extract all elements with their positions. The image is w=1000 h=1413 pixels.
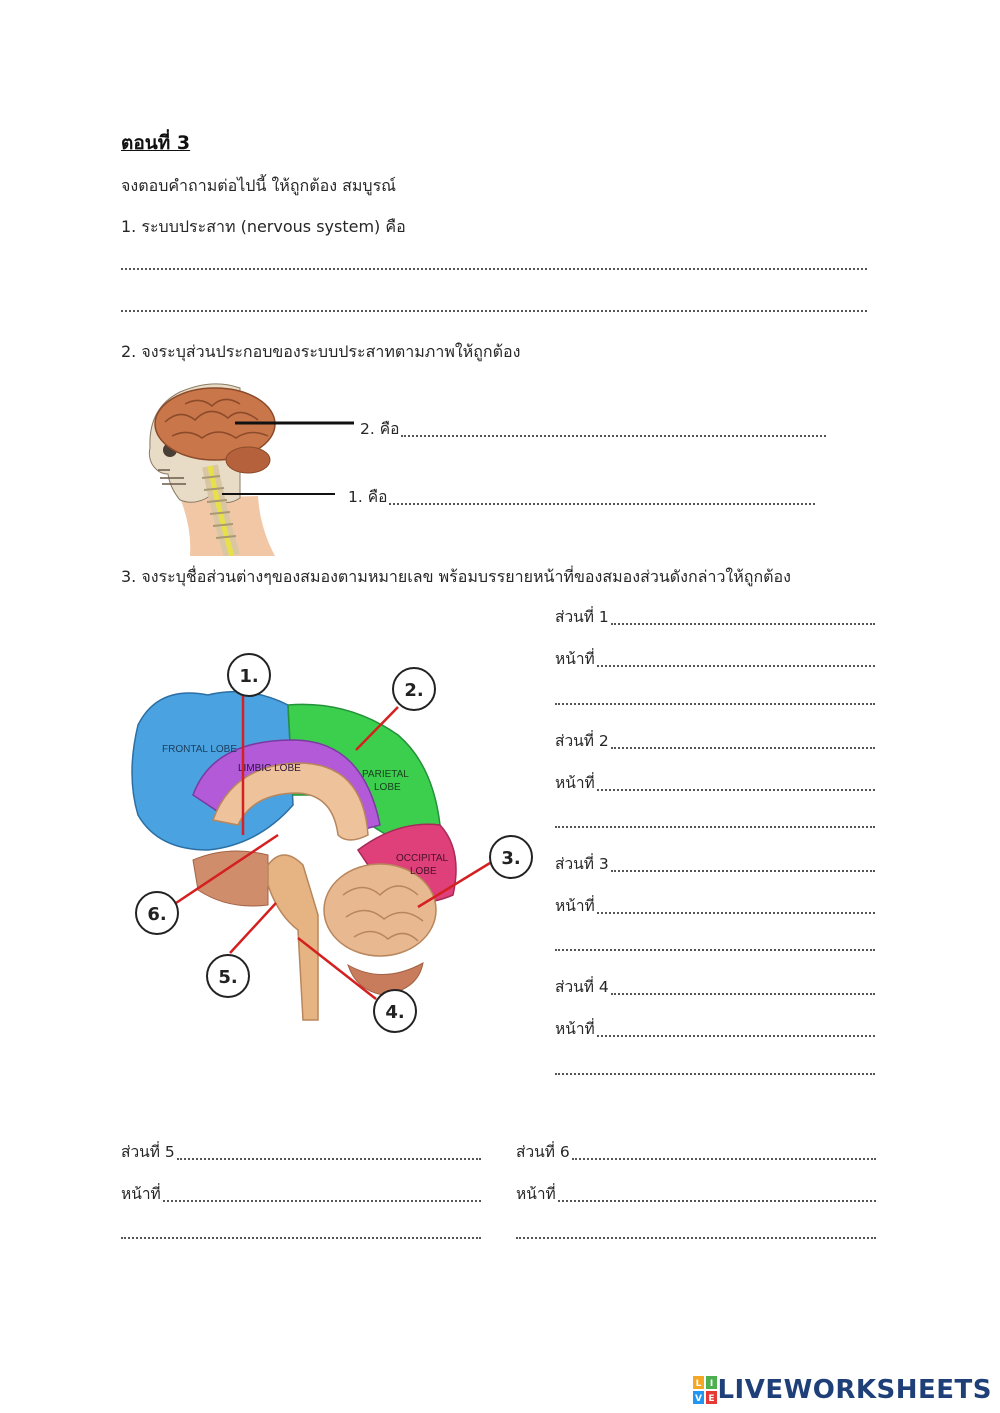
limbic-lobe-label: LIMBIC LOBE: [238, 763, 301, 774]
svg-text:L: L: [696, 1379, 702, 1389]
part-2-extra-line[interactable]: [555, 826, 875, 828]
part-4-extra-line[interactable]: [555, 1073, 875, 1075]
part-1-label: ส่วนที่ 1: [555, 608, 609, 626]
part-2-function-label: หน้าที่: [555, 774, 595, 792]
part-1-extra-line[interactable]: [555, 703, 875, 705]
question-3-text: 3. จงระบุชื่อส่วนต่างๆของสมองตามหมายเลข พร้อมบรรยายหน้าที่ของสมองส่วนดังกล่าวให้ถูกต้อง: [121, 567, 791, 586]
answer-row-q2-part1[interactable]: [348, 484, 815, 509]
part-3-name-row[interactable]: [555, 851, 875, 876]
part-3-label: ส่วนที่ 3: [555, 855, 609, 873]
callout-5: 5.: [218, 967, 238, 988]
svg-text:V: V: [695, 1394, 703, 1404]
part-5-name-row[interactable]: [121, 1139, 481, 1164]
occipital-lobe-label: OCCIPITAL: [396, 853, 449, 864]
part-5-extra-line[interactable]: [121, 1237, 481, 1239]
liveworksheets-mark-icon: [693, 1376, 717, 1404]
callout-6: 6.: [147, 904, 167, 925]
instruction-text: จงตอบคำถามต่อไปนี้ ให้ถูกต้อง สมบูรณ์: [121, 176, 397, 195]
part-4-function-row[interactable]: [555, 1016, 875, 1041]
part-6-function-row[interactable]: [516, 1181, 876, 1206]
part-1-function-row[interactable]: [555, 646, 875, 671]
callout-2: 2.: [404, 680, 424, 701]
part-6-name-row[interactable]: [516, 1139, 876, 1164]
nervous-system-head-illustration: [140, 378, 360, 556]
brainstem: [268, 855, 318, 1020]
callout-4: 4.: [385, 1002, 405, 1023]
part-6-function-label: หน้าที่: [516, 1185, 556, 1203]
brain-diagram: [118, 645, 538, 1045]
answer-row-q2-part2[interactable]: [360, 416, 826, 441]
answer-line-q1-b[interactable]: [121, 310, 867, 312]
parietal-lobe-label-2: LOBE: [374, 782, 401, 793]
frontal-lobe-label: FRONTAL LOBE: [162, 744, 238, 755]
callout-1: 1.: [239, 666, 259, 687]
svg-text:E: E: [708, 1394, 716, 1404]
part-1-name-row[interactable]: [555, 604, 875, 629]
part-3-extra-line[interactable]: [555, 949, 875, 951]
section-title: ตอนที่ 3: [121, 132, 191, 154]
part-5-label: ส่วนที่ 5: [121, 1143, 175, 1161]
callout-3: 3.: [501, 848, 521, 869]
part-6-label: ส่วนที่ 6: [516, 1143, 570, 1161]
liveworksheets-logo[interactable]: [693, 1375, 992, 1405]
part-3-function-label: หน้าที่: [555, 897, 595, 915]
part-4-label: ส่วนที่ 4: [555, 978, 609, 996]
svg-text:I: I: [710, 1379, 714, 1389]
part-6-extra-line[interactable]: [516, 1237, 876, 1239]
parietal-lobe-label: PARIETAL: [362, 769, 409, 780]
part-5-function-row[interactable]: [121, 1181, 481, 1206]
part-4-function-label: หน้าที่: [555, 1020, 595, 1038]
logo-text: LIVEWORKSHEETS: [717, 1375, 992, 1405]
q2-label-2: 2. คือ: [360, 420, 400, 438]
question-1-text: 1. ระบบประสาท (nervous system) คือ: [121, 217, 406, 236]
part-2-label: ส่วนที่ 2: [555, 732, 609, 750]
question-2-text: 2. จงระบุส่วนประกอบของระบบประสาทตามภาพให้ถูกต้อง: [121, 342, 521, 361]
part-3-function-row[interactable]: [555, 893, 875, 918]
part-5-function-label: หน้าที่: [121, 1185, 161, 1203]
part-2-name-row[interactable]: [555, 728, 875, 753]
part-2-function-row[interactable]: [555, 770, 875, 795]
occipital-lobe-label-2: LOBE: [410, 866, 437, 877]
part-4-name-row[interactable]: [555, 974, 875, 999]
q2-label-1: 1. คือ: [348, 488, 388, 506]
part-1-function-label: หน้าที่: [555, 650, 595, 668]
cerebellum: [324, 864, 436, 956]
answer-line-q1-a[interactable]: [121, 268, 867, 270]
